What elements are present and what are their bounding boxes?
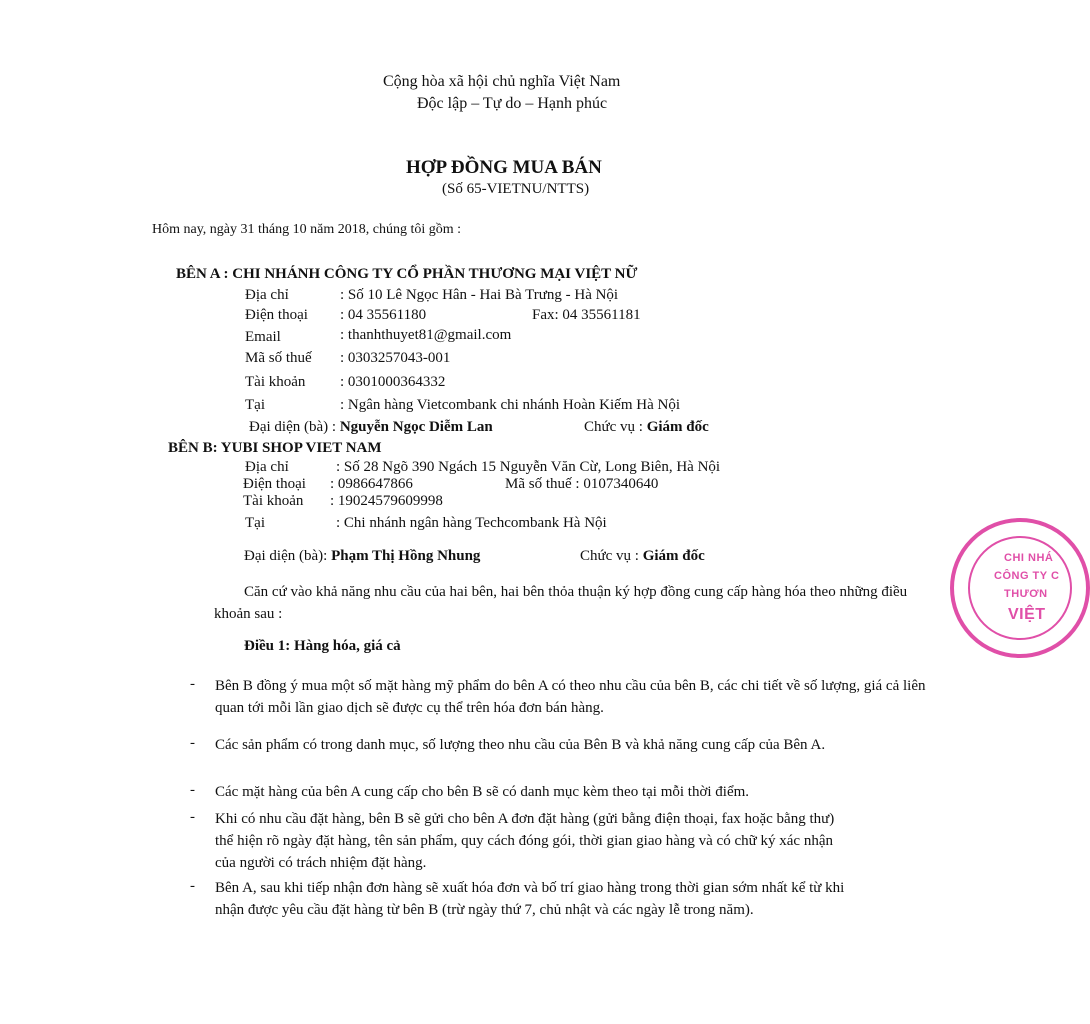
party-a-account-label: Tài khoản: [245, 374, 306, 390]
contract-number: (Số 65-VIETNU/NTTS): [442, 181, 590, 197]
national-motto-line2: Độc lập – Tự do – Hạnh phúc: [417, 95, 608, 112]
bullet-dash: -: [190, 676, 195, 692]
party-a-bank-label: Tại: [245, 397, 265, 413]
party-a-address-label: Địa chỉ: [245, 287, 289, 303]
party-a-rep-name: Nguyễn Ngọc Diễm Lan: [339, 419, 493, 435]
party-b-position-value: Giám đốc: [642, 548, 705, 564]
stamp-text-line: THƯƠN: [1004, 588, 1048, 600]
bullet-dash: -: [190, 735, 195, 751]
party-b-heading: BÊN B: YUBI SHOP VIET NAM: [168, 440, 382, 456]
party-a-rep-label: Đại diện (bà) :: [249, 419, 337, 435]
company-seal-stamp: [950, 518, 1090, 658]
contract-title: HỢP ĐỒNG MUA BÁN: [406, 157, 602, 178]
party-a-tax: : 0303257043-001: [340, 350, 451, 366]
stamp-text-line: CHI NHÁ: [1004, 552, 1054, 564]
party-a-position-label: Chức vụ :: [584, 419, 643, 435]
bullet-dash: -: [190, 782, 195, 798]
party-b-account: : 19024579609998: [330, 493, 443, 509]
party-b-rep-name: Phạm Thị Hồng Nhung: [331, 548, 481, 564]
party-b-address-label: Địa chỉ: [245, 459, 289, 475]
party-a-bank: : Ngân hàng Vietcombank chi nhánh Hoàn Kiếm Hà Nội: [340, 397, 680, 413]
national-motto-line1: Cộng hòa xã hội chủ nghĩa Việt Nam: [383, 73, 621, 90]
stamp-text-line: VIỆT: [1008, 606, 1046, 623]
basis-paragraph: Căn cứ vào khả năng nhu cầu của hai bên, hai bên thỏa thuận ký hợp đồng cung cấp hàng hóa theo những điều khoản sau :: [214, 584, 908, 622]
party-a-position: [584, 419, 709, 436]
party-b-position-label: Chức vụ :: [580, 548, 639, 564]
party-b-account-label: Tài khoản: [243, 493, 304, 509]
party-b-bank-label: Tại: [245, 515, 265, 531]
article-1-item: Bên A, sau khi tiếp nhận đơn hàng sẽ xuất hóa đơn và bố trí giao hàng trong thời gian sớm nhất kể từ khi nhận được yêu cầu đặt hàng từ bên B (trừ ngày thứ 7, chủ nhật và các ngày lễ trong năm).: [215, 880, 845, 918]
stamp-text-line: CÔNG TY C: [994, 570, 1060, 582]
article-1-item: Các sản phẩm có trong danh mục, số lượng theo nhu cầu của Bên B và khả năng cung cấp của Bên A.: [215, 737, 826, 753]
party-a-account: : 0301000364332: [340, 374, 446, 390]
bullet-dash: -: [190, 878, 195, 894]
party-a-heading: BÊN A : CHI NHÁNH CÔNG TY CỔ PHẦN THƯƠNG MẠI VIỆT NỮ: [176, 266, 638, 282]
party-b-rep: [244, 548, 480, 565]
party-a-phone-label: Điện thoại: [245, 307, 308, 323]
party-b-position: [580, 548, 705, 565]
party-b-bank: : Chi nhánh ngân hàng Techcombank Hà Nội: [336, 515, 607, 531]
article-1-item: Khi có nhu cầu đặt hàng, bên B sẽ gửi cho bên A đơn đặt hàng (gửi bằng điện thoại, fax hoặc bằng thư) thể hiện rõ ngày đặt hàng, tên sản phẩm, quy cách đóng gói, thời gian giao hàng và có chữ ký xác nhận của người có trách nhiệm đặt hàng.: [215, 811, 835, 871]
intro-text: Hôm nay, ngày 31 tháng 10 năm 2018, chúng tôi gồm :: [152, 222, 461, 237]
party-b-address: : Số 28 Ngõ 390 Ngách 15 Nguyễn Văn Cừ, Long Biên, Hà Nội: [336, 459, 721, 475]
party-b-tax: Mã số thuế : 0107340640: [505, 476, 659, 492]
party-b-rep-label: Đại diện (bà):: [244, 548, 328, 564]
party-a-fax: Fax: 04 35561181: [532, 307, 641, 323]
bullet-dash: -: [190, 809, 195, 825]
party-a-position-value: Giám đốc: [646, 419, 709, 435]
party-a-tax-label: Mã số thuế: [245, 350, 312, 366]
party-b-phone: : 0986647866: [330, 476, 413, 492]
article-1-item: Bên B đồng ý mua một số mặt hàng mỹ phẩm do bên A có theo nhu cầu của bên B, các chi tiết về số lượng, giá cả liên quan tới mỗi lần giao dịch sẽ được cụ thể trên hóa đơn bán hàng.: [215, 678, 926, 716]
party-a-email: : thanhthuyet81@gmail.com: [340, 327, 512, 343]
party-b-phone-label: Điện thoại: [243, 476, 306, 492]
article-1-item: Các mặt hàng của bên A cung cấp cho bên B sẽ có danh mục kèm theo tại mỗi thời điểm.: [215, 784, 750, 800]
party-a-rep: [249, 419, 493, 436]
party-a-phone: : 04 35561180: [340, 307, 427, 323]
party-a-address: : Số 10 Lê Ngọc Hân - Hai Bà Trưng - Hà Nội: [340, 287, 619, 303]
party-a-email-label: Email: [245, 329, 281, 345]
article-1-heading: Điều 1: Hàng hóa, giá cả: [244, 638, 401, 654]
